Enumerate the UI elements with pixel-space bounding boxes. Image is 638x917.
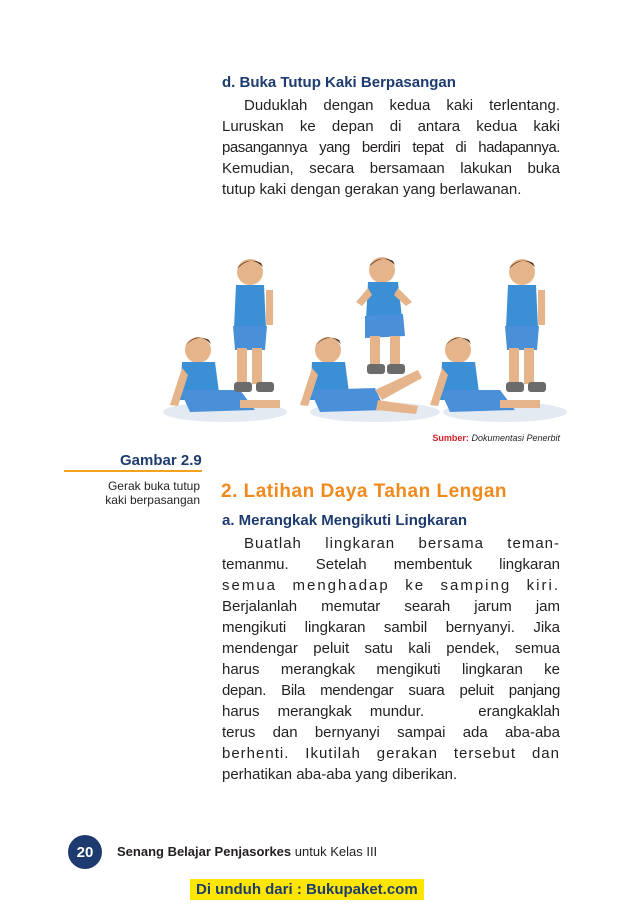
page-number-badge xyxy=(68,835,102,869)
section-2a-heading: a. Merangkak Mengikuti Lingkaran xyxy=(222,512,468,529)
section-2-title: 2. Latihan Daya Tahan Lengan xyxy=(221,481,508,502)
paragraph-line: Luruskan ke depan di antara kedua kaki xyxy=(222,118,560,135)
exercise-illustration xyxy=(160,240,568,430)
pair-illustration xyxy=(300,257,440,422)
paragraph-line: tutup kaki dengan gerakan yang berlawanan. xyxy=(222,181,522,198)
figure-caption-title: Gambar 2.9 xyxy=(120,452,202,469)
paragraph-line: harus merangkak mengikuti lingkaran ke xyxy=(222,661,560,678)
paragraph-line: harus merangkak mundur. erangkaklah xyxy=(222,703,560,720)
section-2a-paragraph xyxy=(222,533,560,785)
paragraph-line: perhatikan aba-aba yang diberikan. xyxy=(222,766,458,783)
source-text: Dokumentasi Penerbit xyxy=(471,433,560,443)
paragraph-line: pasangannya yang berdiri tepat di hadapannya. xyxy=(222,139,560,156)
book-suffix: untuk Kelas III xyxy=(294,844,378,859)
paragraph-line: mendengar peluit satu kali pendek, semua xyxy=(222,640,560,657)
footer-book-title xyxy=(117,844,377,859)
paragraph-line: depan. Bila mendengar suara peluit panjang xyxy=(222,682,560,699)
paragraph-line: terus dan bernyanyi sampai ada aba-aba xyxy=(222,724,560,741)
paragraph-line: semua menghadap ke samping kiri. xyxy=(222,577,560,594)
book-title: Senang Belajar Penjasorkes xyxy=(117,844,292,859)
paragraph-line: Duduklah dengan kedua kaki terlentang. xyxy=(244,97,560,114)
page-number: 20 xyxy=(76,843,94,861)
section-d-heading: d. Buka Tutup Kaki Berpasangan xyxy=(222,74,456,91)
caption-divider xyxy=(64,470,202,472)
paragraph-line: Berjalanlah memutar searah jarum jam xyxy=(222,598,560,615)
download-banner[interactable]: Di unduh dari : Bukupaket.com xyxy=(190,879,424,900)
caption-line: kaki berpasangan xyxy=(105,493,200,507)
exercise-illustration-svg xyxy=(160,240,568,430)
figure-source xyxy=(432,433,560,443)
caption-line: Gerak buka tutup xyxy=(107,479,200,493)
figure-caption-text xyxy=(80,479,200,507)
pair-illustration xyxy=(430,259,567,422)
paragraph-line: Kemudian, secara bersamaan lakukan buka xyxy=(222,160,560,177)
paragraph-line: Buatlah lingkaran bersama teman- xyxy=(244,535,560,552)
section-d-paragraph xyxy=(222,95,560,200)
pair-illustration xyxy=(163,259,287,422)
paragraph-line: mengikuti lingkaran sambil bernyanyi. Jika xyxy=(222,619,560,636)
paragraph-line: berhenti. Ikutilah gerakan tersebut dan xyxy=(222,745,560,762)
source-label: Sumber: xyxy=(432,433,469,443)
paragraph-line: temanmu. Setelah membentuk lingkaran xyxy=(222,556,560,573)
